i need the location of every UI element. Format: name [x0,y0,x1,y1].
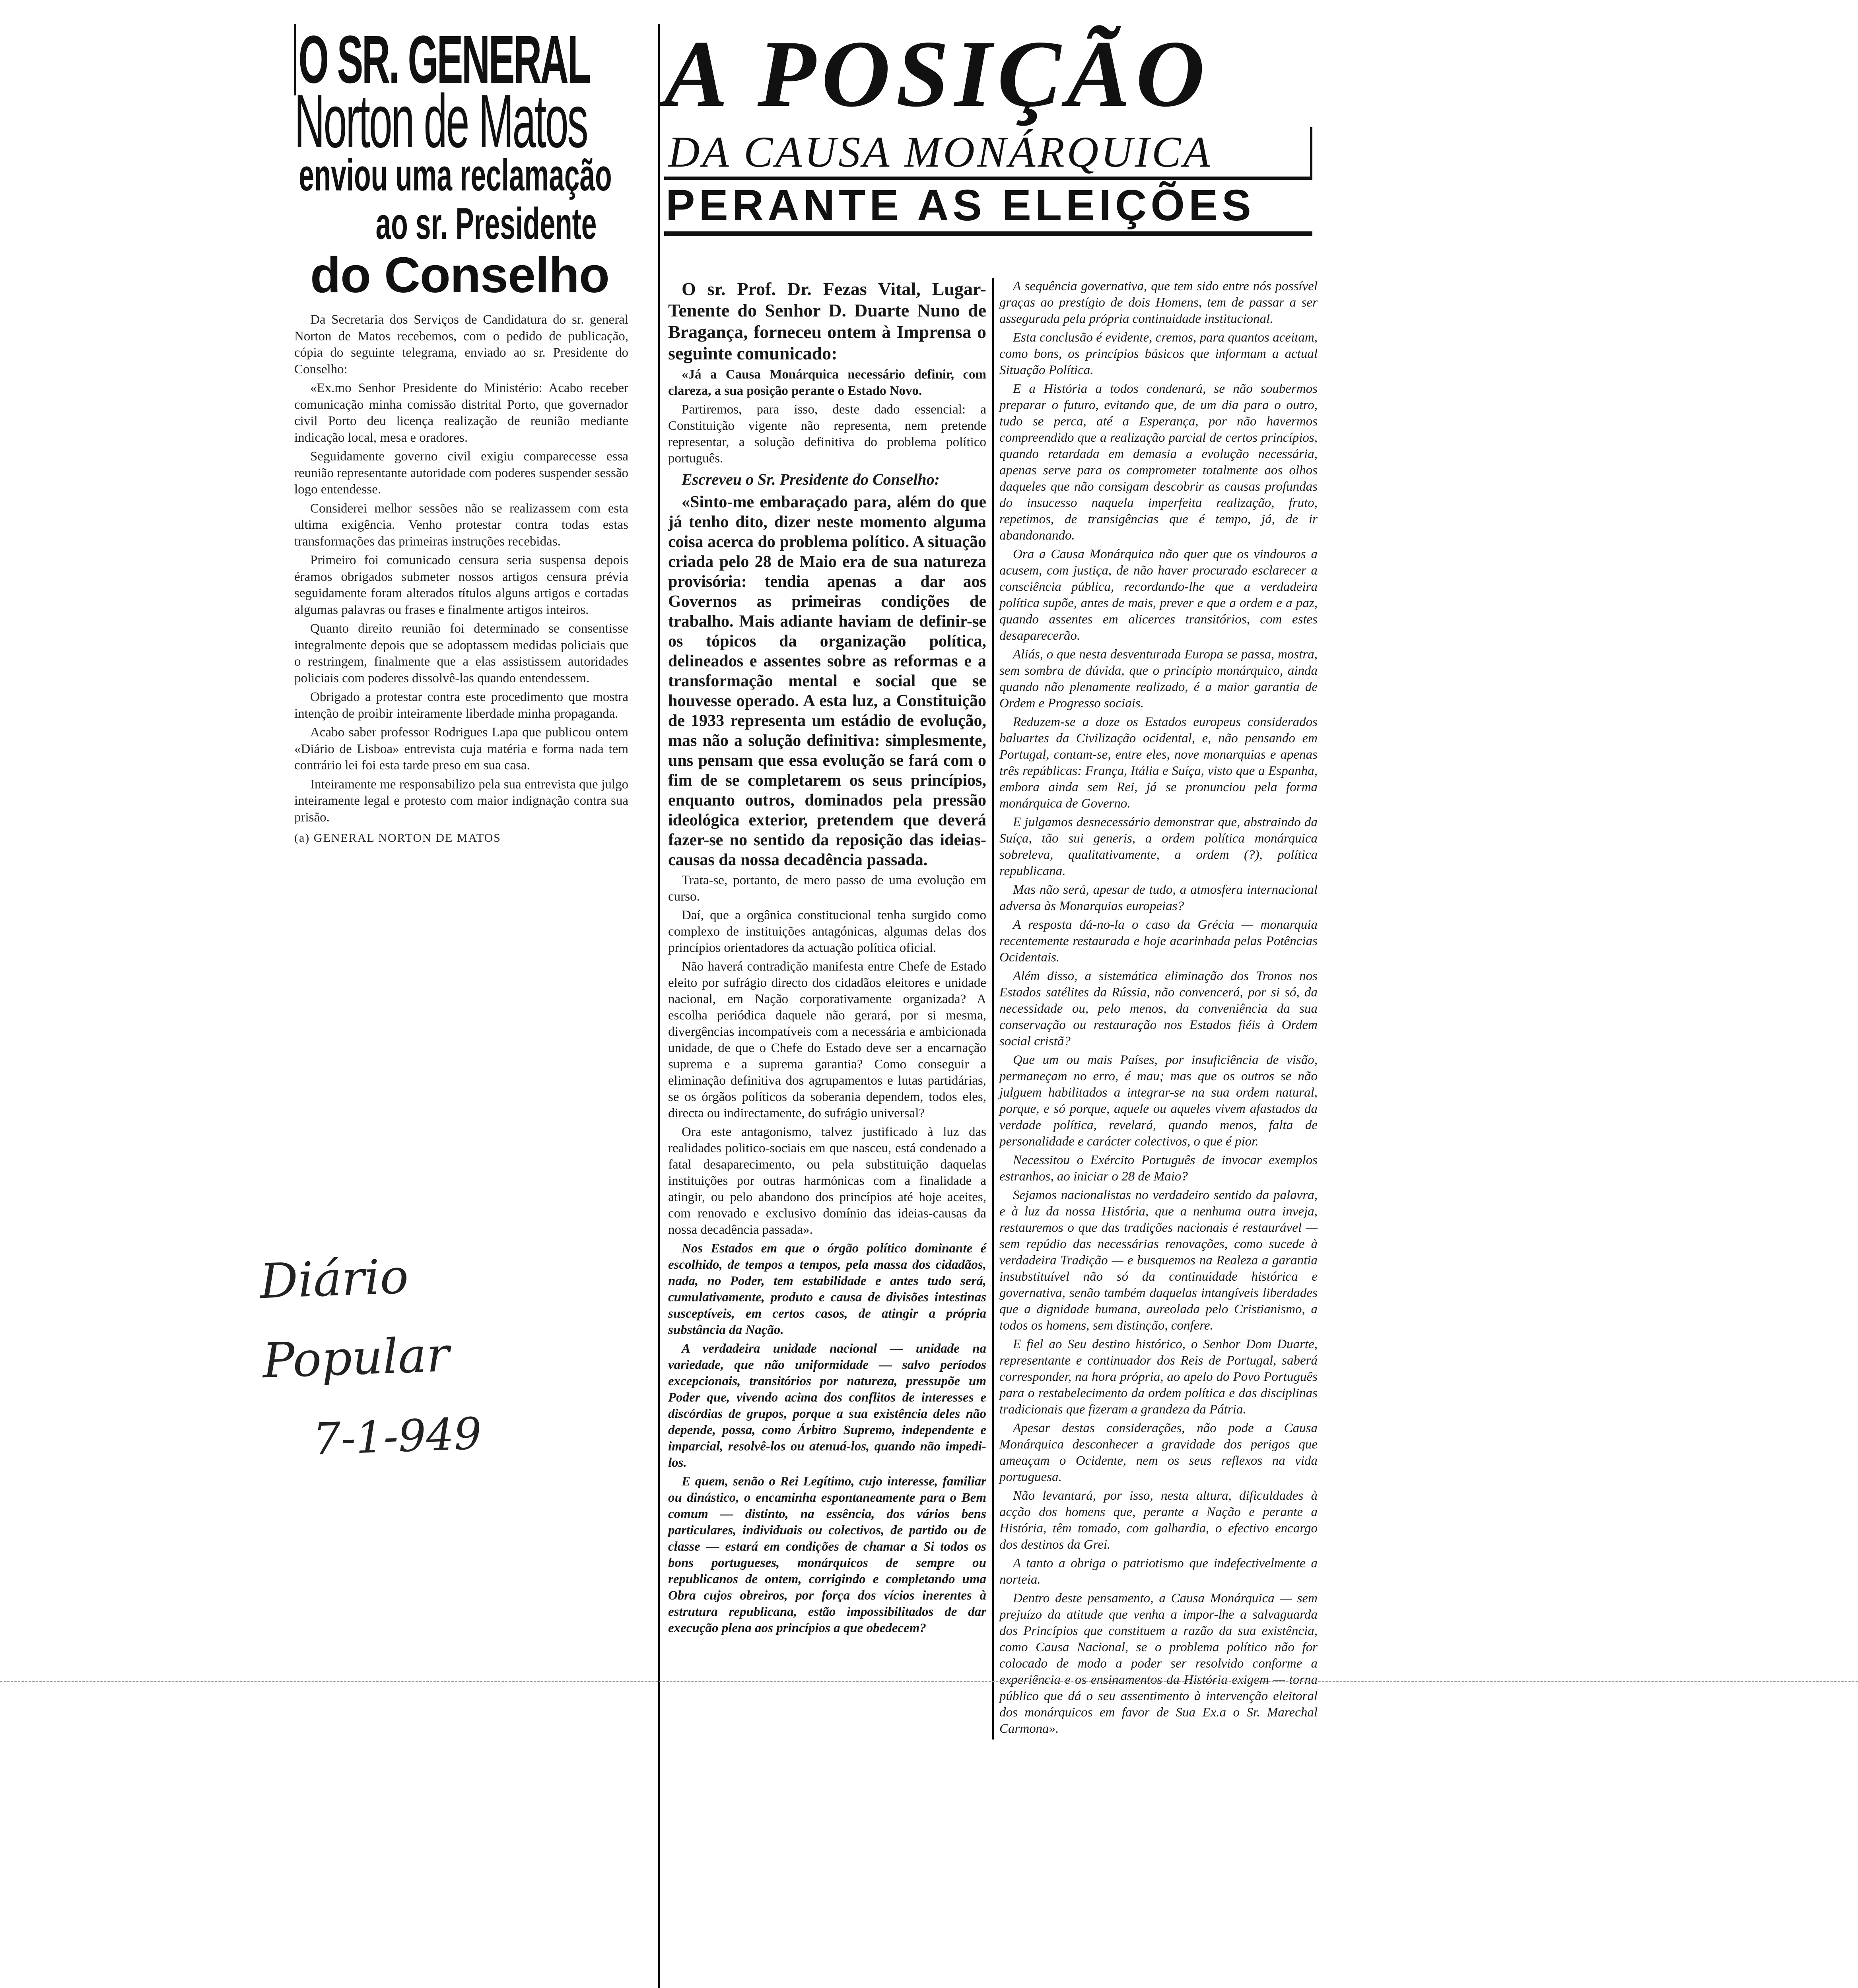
left-paragraph: «Ex.mo Senhor Presidente do Ministério: Acabo receber comunicação minha comissão distrital Porto, que governador civil Porto deu licença realização de reunião mediante indicação local, mesa e oradores. [294,381,628,445]
main-right-column [992,278,1318,1740]
column-rule [658,24,660,1988]
handwritten-source: Diário Popular [258,1249,450,1389]
right-paragraph: A tanto a obriga o patriotismo que indefectivelmente a norteia. [999,1556,1318,1587]
right-paragraph: Dentro deste pensamento, a Causa Monárquica — sem prejuízo da atitude que venha a impor-lhe a salvaguarda dos Princípios que constituem a razão da sua existência, como Causa Nacional, se o problema político não for colocado de modo a poder ser resolvido conforme a experiência e os ensinamentos da História exigem — torna público que dá o seu assentimento à intervenção eleitoral dos monárquicos em favor de Sua Ex.a o Sr. Marechal Carmona». [999,1591,1318,1736]
left-headline-1: O SR. GENERAL [294,24,644,95]
left-paragraph: Inteiramente me responsabilizo pela sua entrevista que julgo inteiramente legal e protesto com maior indignação contra sua prisão. [294,777,628,825]
right-paragraph: E a História a todos condenará, se não soubermos preparar o futuro, evitando que, de um dia para o outro, tudo se perca, até a Esperança, por não havermos compreendido que a realização parcial de certos princípios, quando retardada em demasia a evolução necessária, apenas serve para os comprometer totalmente aos olhos daqueles que não consigam descobrir as causas profundas do insucesso naquela imperfeita realização, fruto, repetimos, de transigências que é tempo, já, de ir abandonando. [999,382,1318,543]
left-paragraph: Obrigado a protestar contra este procedimento que mostra intenção de proibir inteiramente liberdade minha propaganda. [294,690,628,721]
mid-paragraph: Daí, que a orgânica constitucional tenha surgido como complexo de instituições antagónicas, algumas delas dos princípios orientadores da actuação política oficial. [668,908,986,955]
mid-paragraph: Nos Estados em que o órgão político dominante é escolhido, de tempos a tempos, pela massa dos cidadãos, nada, no Poder, tem estabilidade e antes tudo será, cumulativamente, produto e causa de divisões intestinas susceptíveis, em certos casos, de atingir a própria substância da Nação. [668,1241,986,1337]
main-subtitle: DA CAUSA MONÁRQUICA [664,127,1312,180]
left-paragraph: Primeiro foi comunicado censura seria suspensa depois éramos obrigados submeter nossos artigos censura prévia seguidamente foram alterados títulos alguns artigos e cortadas algumas palavras ou frases e finalmente artigos inteiros. [294,553,628,617]
left-signature: (a) GENERAL NORTON DE MATOS [294,831,501,845]
main-title: A POSIÇÃO [664,21,1211,126]
right-paragraph: Além disso, a sistemática eliminação dos Tronos nos Estados satélites da Rússia, não convencerá, por si só, da necessidade ou, pelo menos, da conveniência da sua conservação ou restauração nos Estados fiéis à Ordem social cristã? [999,969,1318,1048]
left-headline-3: enviou uma reclamação [299,150,612,200]
right-paragraph: Apesar destas considerações, não pode a Causa Monárquica desconhecer a gravidade dos perigos que ameaçam o Ocidente, nem os seus reflexos na vida portuguesa. [999,1421,1318,1484]
mid-paragraph: Ora este antagonismo, talvez justificado à luz das realidades politico-sociais em que nasceu, está condenado a fatal desaparecimento, ou pela substituição daquelas instituições por outras harmónicas com a finalidade a atingir, ou pelo abandono dos princípios até hoje aceites, com renovado e exclusivo domínio das ideias-causas da nossa decadência passada». [668,1125,986,1237]
right-paragraph: Necessitou o Exército Português de invocar exemplos estranhos, ao iniciar o 28 de Maio? [999,1153,1318,1184]
right-paragraph: Esta conclusão é evidente, cremos, para quantos aceitam, como bons, os princípios básicos que informam a actual Situação Política. [999,330,1318,377]
mid-paragraph: E quem, senão o Rei Legítimo, cujo interesse, familiar ou dinástico, o encaminha espontaneamente para o Bem comum — distinto, na essência, dos vários bens particulares, individuais ou colectivos, de partido ou de classe — estará em condições de chamar a Si todos os bons portugueses, monárquicos de sempre ou republicanos de ontem, corrigindo e completando uma Obra cujos obreiros, por força dos vícios inerentes à estrutura republicana, estão impossibilitados de dar execução plena aos princípios a que obedecem? [668,1474,986,1635]
right-paragraph: E julgamos desnecessário demonstrar que, abstraindo da Suíça, tão sui generis, a ordem política monárquica sobreleva, qualitativamente, a ordem (?), política republicana. [999,815,1318,878]
left-paragraph: Da Secretaria dos Serviços de Candidatura do sr. general Norton de Matos recebemos, com o pedido de publicação, cópia do seguinte telegrama, enviado ao sr. Presidente do Conselho: [294,313,628,377]
right-paragraph: Não levantará, por isso, nesta altura, dificuldades à acção dos homens que, perante a Nação e perante a História, têm tomado, com galhardia, o efectivo encargo dos destinos da Grei. [999,1489,1318,1552]
mid-paragraph: Partiremos, para isso, deste dado essencial: a Constituição vigente não representa, nem pretende representar, a solução definitiva do problema político português. [668,402,986,466]
mid-paragraph: «Sinto-me embaraçado para, além do que já tenho dito, dizer neste momento alguma coisa acerca do problema político. A situação criada pelo 28 de Maio era de sua natureza provisória: tendia apenas a dar aos Governos as primeiras condições de trabalho. Mais adiante haviam de definir-se os tópicos da organização política, delineados e assentes sobre as reformas e a transformação mental e social que se houvesse operado. A esta luz, a Constituição de 1933 representa um estádio de evolução, mas não a solução definitiva: simplesmente, uns pensam que essa evolução se fará com o fim de se completarem os seus princípios, enquanto outros, dominados pela pressão ideológica exterior, pretendem que deverá fazer-se no sentido da reposição das ideias-causas da nossa decadência passada. [668,493,986,869]
right-paragraph: Mas não será, apesar de tudo, a atmosfera internacional adversa às Monarquias europeias? [999,883,1318,913]
scan-fold-line [0,1681,1858,1682]
handwritten-note [258,1231,593,1481]
right-paragraph: E fiel ao Seu destino histórico, o Senhor Dom Duarte, representante e continuador dos Reis de Portugal, saberá corresponder, na hora própria, ao apelo do Povo Português para o restabelecimento da ordem política e das disciplinas tradicionais que fizeram a grandeza da Pátria. [999,1337,1318,1417]
mid-paragraph: A verdadeira unidade nacional — unidade na variedade, que não uniformidade — salvo períodos excepcionais, transitórios por natureza, pressupõe um Poder que, vivendo acima dos conflitos de interesses e discórdias de grupos, porque a sua existência deles não depende, possa, como Árbitro Supremo, independente e imparcial, resolvê-los ou atenuá-los, quando não impedi-los. [668,1342,986,1470]
left-headline-2: Norton de Matos [294,79,587,163]
handwritten-date: 7-1-949 [312,1408,483,1465]
mid-paragraph: O sr. Prof. Dr. Fezas Vital, Lugar-Tenente do Senhor D. Duarte Nuno de Bragança, forneceu ontem à Imprensa o seguinte comunicado: [668,279,986,363]
left-article-body [294,312,628,826]
main-subtitle-2: PERANTE AS ELEIÇÕES [664,180,1312,236]
left-headline-5: do Conselho [310,247,609,303]
right-paragraph: Sejamos nacionalistas no verdadeiro sentido da palavra, e à luz da nossa História, que a nenhuma outra inveja, restauremos o que das tradições nacionais é restaurável — sem repúdio das necessárias renovações, como sucede à verdadeira Tradição — e busquemos na Realeza a garantia insubstituível não só da continuidade histórica e governativa, senão também daquelas intangíveis liberdades que a dignidade humana, aureolada pelo Cristianismo, a todos os homens, sem distinção, confere. [999,1188,1318,1333]
left-paragraph: Acabo saber professor Rodrigues Lapa que publicou ontem «Diário de Lisboa» entrevista cuja matéria e forma nada tem contrário lei foi esta tarde preso em sua casa. [294,725,628,773]
main-middle-column [668,278,986,1639]
mid-paragraph: «Já a Causa Monárquica necessário definir, com clareza, a sua posição perante o Estado Novo. [668,367,986,398]
right-paragraph: Aliás, o que nesta desventurada Europa se passa, mostra, sem sombra de dúvida, que o princípio monárquico, ainda quando não plenamente realizado, é a maior garantia de Ordem e Progresso sociais. [999,647,1318,711]
main-article-header [664,21,1312,236]
right-paragraph: Reduzem-se a doze os Estados europeus considerados baluartes da Civilização ocidental, e, não pensando em Portugal, contam-se, entre eles, nove monarquias e apenas três repúblicas: França, Itália e Suíça, visto que a Espanha, embora ainda sem Rei, já se pronunciou pela forma monárquica de Governo. [999,715,1318,811]
right-paragraph: Ora a Causa Monárquica não quer que os vindouros a acusem, com justiça, de não haver procurado esclarecer a consciência pública, recordando-lhe que a verdadeira política supõe, antes de mais, prever e que a ordem e a paz, quando assentes em alicerces transitórios, com estes desaparecerão. [999,547,1318,643]
right-paragraph: A resposta dá-no-la o caso da Grécia — monarquia recentemente restaurada e hoje acarinhada pelas Potências Ocidentais. [999,918,1318,965]
left-paragraph: Considerei melhor sessões não se realizassem com esta ultima exigência. Venho protestar contra todas estas transformações das primeiras instruções recebidas. [294,501,628,549]
mid-subheading: Escreveu o Sr. Presidente do Conselho: [682,470,940,488]
right-paragraph: A sequência governativa, que tem sido entre nós possível graças ao prestígio de dois Homens, tem de passar a ser assegurada pela própria continuidade institucional. [999,279,1318,326]
left-paragraph: Seguidamente governo civil exigiu comparecesse essa reunião representante autoridade com poderes suspender sessão logo entendesse. [294,449,628,497]
left-article [294,24,628,845]
left-paragraph: Quanto direito reunião foi determinado se consentisse integralmente depois que se adoptassem medidas policiais que o restringem, finalmente que a elas assistissem autoridades policiais com poderes dissolvê-las quando entendessem. [294,621,628,685]
mid-paragraph: Não haverá contradição manifesta entre Chefe de Estado eleito por sufrágio directo dos cidadãos eleitores e unidade nacional, em Nação corporativamente organizada? A escolha periódica daquele não gerará, por si mesma, divergências incompatíveis com a necessária e ambicionada unidade, de que o Chefe do Estado deve ser a encarnação suprema e a suprema garantia? Como conseguir a eliminação definitiva dos agrupamentos e lutas partidárias, se os órgãos políticos da soberania dependem, todos eles, directa ou indirectamente, do sufrágio universal? [668,959,986,1120]
mid-paragraph: Trata-se, portanto, de mero passo de uma evolução em curso. [668,873,986,904]
right-paragraph: Que um ou mais Países, por insuficiência de visão, permaneçam no erro, é mau; mas que os outros se não julguem habilitados a integrar-se na sua ordem natural, porque, e só porque, aquele ou aqueles vivem afastados da verdade política, revelará, quando menos, falta de personalidade e carácter colectivos, o que é pior. [999,1053,1318,1149]
left-headline-4: ao sr. Presidente [375,199,597,248]
